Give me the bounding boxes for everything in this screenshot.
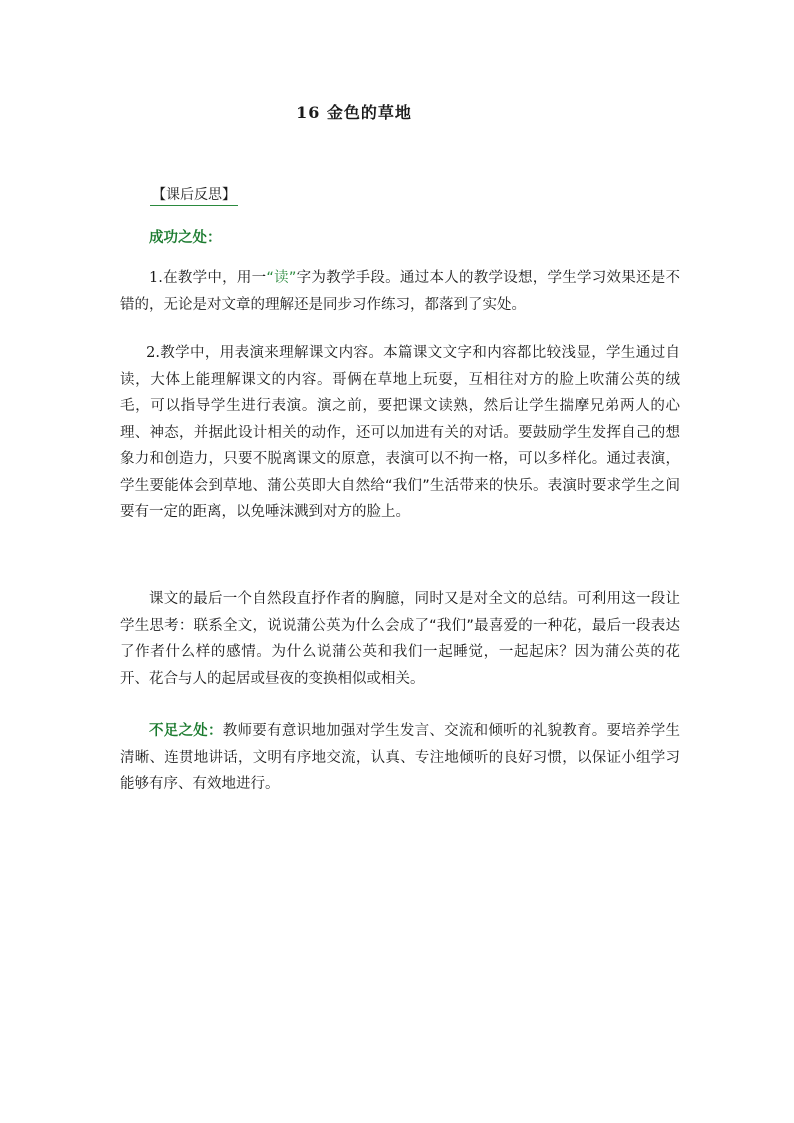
success-heading-paragraph [120, 225, 680, 252]
item-one-quote: “读” [266, 270, 297, 286]
item-two-number: 2. [146, 345, 160, 361]
shortcomings-text: 教师要有意识地加强对学生发言、交流和倾听的礼貌教育。要培养学生清晰、连贯地讲话，文明有序地交流，认真、专注地倾听的良好习惯，以保证小组学习能够有序、有效地进行。 [120, 723, 681, 792]
item-one-paragraph [120, 265, 680, 318]
item-one-text-post: 字为教学手段。通过本人的教学设想，学生学习效果还是不错的，无论是对文章的理解还是同步习作练习，都落到了实处。 [120, 270, 680, 313]
shortcomings-paragraph [120, 718, 680, 798]
item-one-text-pre: 在教学中，用一 [162, 270, 267, 286]
section-label-reflection: 【课后反思】 [150, 184, 238, 206]
item-one-number: 1. [149, 270, 163, 286]
item-two-paragraph [120, 340, 680, 526]
shortcomings-heading: 不足之处： [149, 723, 223, 739]
page-title: 16 金色的草地 [296, 103, 412, 122]
item-two-text: 教学中，用表演来理解课文内容。本篇课文文字和内容都比较浅显，学生通过自读，大体上能理解课文的内容。哥俩在草地上玩耍，互相往对方的脸上吹蒲公英的绒毛，可以指导学生进行表演。演之前，要把课文读熟，然后让学生揣摩兄弟两人的心理、神态，并据此设计相关的动作，还可以加进有关的对话。要鼓励学生发挥自己的想象力和创造力，只要不脱离课文的原意，表演可以不拘一格，可以多样化。通过表演，学生要能体会到草地、蒲公英即大自然给“我们”生活带来的快乐。表演时要求学生之间要有一定的距离，以免唾沫溅到对方的脸上。 [120, 345, 680, 520]
success-heading: 成功之处： [149, 230, 222, 246]
summary-paragraph: 课文的最后一个自然段直抒作者的胸臆，同时又是对全文的总结。可利用这一段让学生思考：联系全文，说说蒲公英为什么会成了“我们”最喜爱的一种花，最后一段表达了作者什么样的感情。为什么说蒲公英和我们一起睡觉，一起起床？因为蒲公英的花开、花合与人的起居或昼夜的变换相似或相关。 [120, 591, 680, 687]
